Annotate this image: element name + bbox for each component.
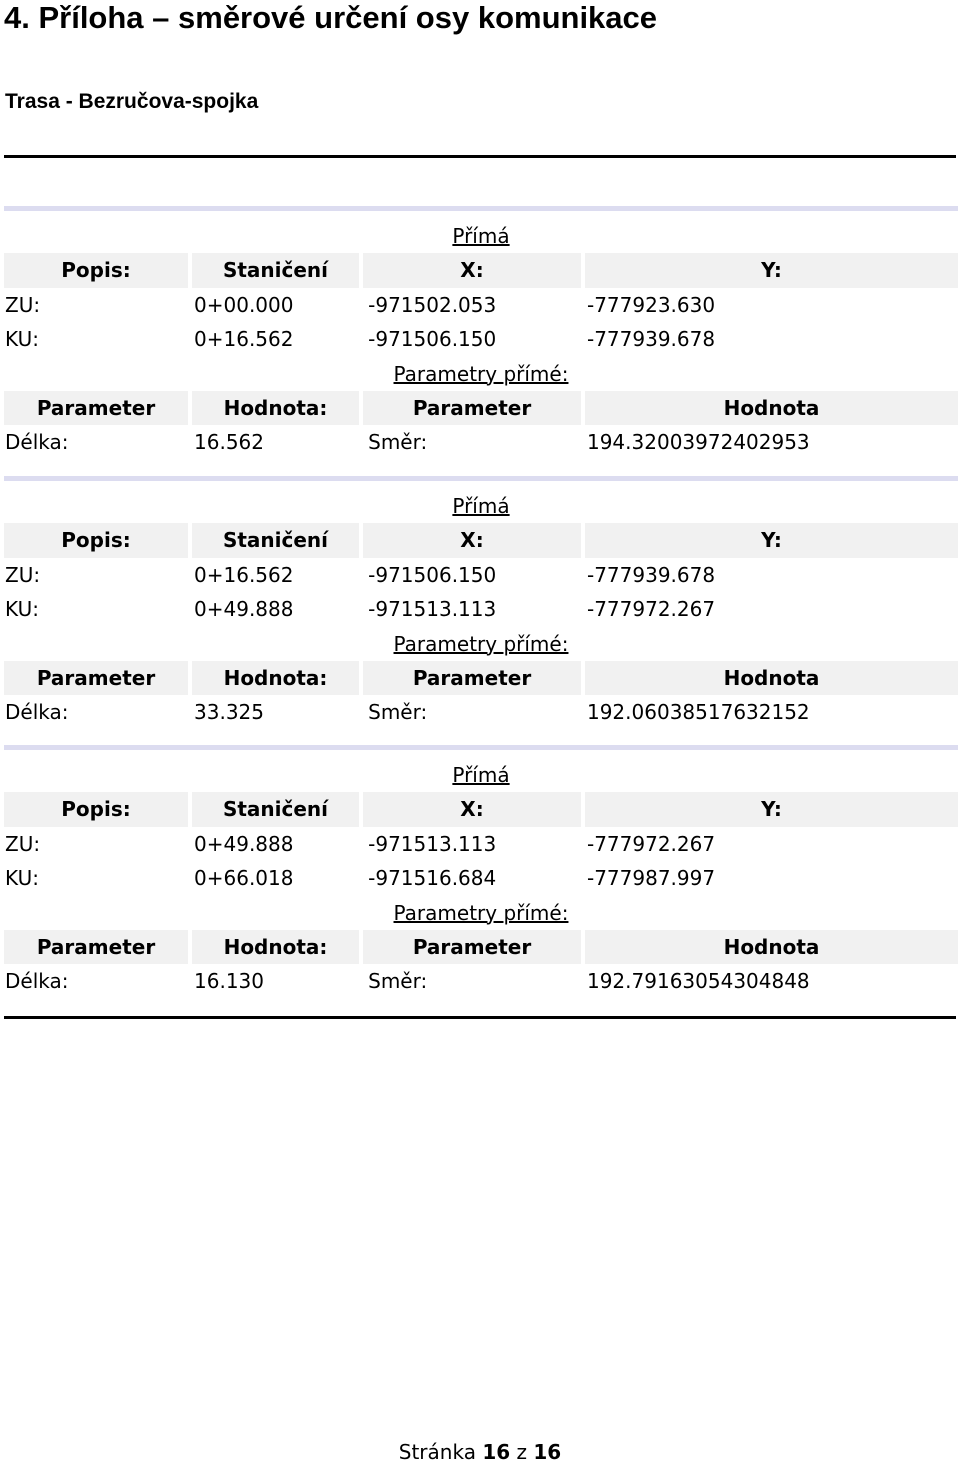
- bottom-divider: [4, 1016, 956, 1019]
- table-row: [4, 322, 958, 357]
- cell-y: -777972.267: [586, 597, 716, 621]
- cell-x: -971506.150: [368, 562, 497, 587]
- col-header-staniceni: Staničení: [192, 253, 359, 288]
- cell-popis: ZU:: [5, 831, 41, 856]
- table-row: [4, 592, 958, 627]
- params-header-row: [4, 661, 958, 696]
- cell-param-value: 194.32003972402953: [586, 430, 810, 454]
- col-header-x: X:: [363, 523, 581, 558]
- table-row: [4, 827, 958, 862]
- table-header-row: [4, 523, 958, 558]
- params-header-row: [4, 930, 958, 965]
- cell-staniceni: 0+00.000: [194, 292, 294, 317]
- col-header-hodnota: Hodnota: [585, 661, 958, 696]
- cell-popis: KU:: [5, 866, 39, 890]
- cell-popis: KU:: [5, 327, 39, 351]
- col-header-parameter: Parameter: [363, 391, 581, 426]
- footer-page-number: 16: [482, 1440, 511, 1464]
- cell-x: -971506.150: [368, 327, 497, 351]
- params-row: [4, 425, 958, 460]
- table-row: [4, 288, 958, 323]
- cell-popis: ZU:: [5, 292, 41, 317]
- params-title: Parametry přímé:: [393, 631, 569, 656]
- segment-title: Přímá: [452, 494, 510, 518]
- cell-x: -971516.684: [368, 866, 497, 890]
- col-header-hodnota: Hodnota:: [192, 930, 359, 965]
- cell-param-value: 33.325: [194, 700, 264, 724]
- col-header-hodnota: Hodnota: [585, 391, 958, 426]
- footer-of: z: [516, 1440, 528, 1464]
- section-separator: [4, 745, 958, 750]
- cell-param-name: Délka:: [5, 700, 69, 724]
- col-header-staniceni: Staničení: [192, 523, 359, 558]
- params-header-row: [4, 391, 958, 426]
- segment-section-1: [4, 206, 958, 460]
- cell-staniceni: 0+16.562: [194, 327, 294, 351]
- cell-y: -777987.997: [586, 866, 716, 890]
- cell-param-name: Směr:: [368, 700, 428, 724]
- table-header-row: [4, 792, 958, 827]
- cell-param-value: 16.562: [194, 430, 264, 454]
- page-footer: [0, 1440, 960, 1464]
- route-title: Trasa - Bezručova-spojka: [5, 90, 259, 113]
- cell-staniceni: 0+16.562: [194, 562, 294, 587]
- cell-staniceni: 0+49.888: [194, 597, 294, 621]
- params-row: [4, 964, 958, 999]
- cell-param-value: 192.06038517632152: [586, 700, 810, 724]
- col-header-popis: Popis:: [4, 253, 188, 288]
- col-header-staniceni: Staničení: [192, 792, 359, 827]
- col-header-y: Y:: [585, 792, 958, 827]
- params-title: Parametry přímé:: [393, 361, 569, 386]
- cell-param-value: 16.130: [194, 969, 264, 993]
- cell-y: -777939.678: [586, 327, 716, 351]
- col-header-hodnota: Hodnota:: [192, 391, 359, 426]
- col-header-y: Y:: [585, 253, 958, 288]
- col-header-parameter: Parameter: [4, 391, 188, 426]
- cell-y: -777972.267: [586, 831, 716, 856]
- segment-section-3: [4, 745, 958, 999]
- col-header-y: Y:: [585, 523, 958, 558]
- col-header-parameter: Parameter: [4, 661, 188, 696]
- cell-staniceni: 0+66.018: [194, 866, 294, 890]
- cell-x: -971513.113: [368, 831, 497, 856]
- cell-param-value: 192.79163054304848: [586, 969, 810, 993]
- col-header-hodnota: Hodnota:: [192, 661, 359, 696]
- cell-popis: ZU:: [5, 562, 41, 587]
- cell-y: -777939.678: [586, 562, 716, 587]
- segment-title: Přímá: [452, 224, 510, 248]
- cell-param-name: Délka:: [5, 430, 69, 454]
- cell-param-name: Směr:: [368, 969, 428, 993]
- col-header-parameter: Parameter: [363, 661, 581, 696]
- page-heading: 4. Příloha – směrové určení osy komunikace: [4, 0, 658, 35]
- table-row: [4, 861, 958, 896]
- segment-section-2: [4, 476, 958, 730]
- cell-y: -777923.630: [586, 292, 716, 317]
- col-header-popis: Popis:: [4, 792, 188, 827]
- col-header-x: X:: [363, 792, 581, 827]
- col-header-x: X:: [363, 253, 581, 288]
- footer-total-pages: 16: [533, 1440, 562, 1464]
- cell-param-name: Délka:: [5, 969, 69, 993]
- col-header-hodnota: Hodnota: [585, 930, 958, 965]
- segment-title: Přímá: [452, 763, 510, 787]
- cell-x: -971502.053: [368, 292, 497, 317]
- col-header-parameter: Parameter: [4, 930, 188, 965]
- cell-popis: KU:: [5, 597, 39, 621]
- table-header-row: [4, 253, 958, 288]
- cell-param-name: Směr:: [368, 430, 428, 454]
- footer-label: Stránka: [398, 1440, 476, 1464]
- section-separator: [4, 206, 958, 211]
- cell-staniceni: 0+49.888: [194, 831, 294, 856]
- cell-x: -971513.113: [368, 597, 497, 621]
- table-row: [4, 558, 958, 593]
- params-title: Parametry přímé:: [393, 900, 569, 925]
- top-divider: [4, 155, 956, 158]
- params-row: [4, 695, 958, 730]
- col-header-parameter: Parameter: [363, 930, 581, 965]
- section-separator: [4, 476, 958, 481]
- col-header-popis: Popis:: [4, 523, 188, 558]
